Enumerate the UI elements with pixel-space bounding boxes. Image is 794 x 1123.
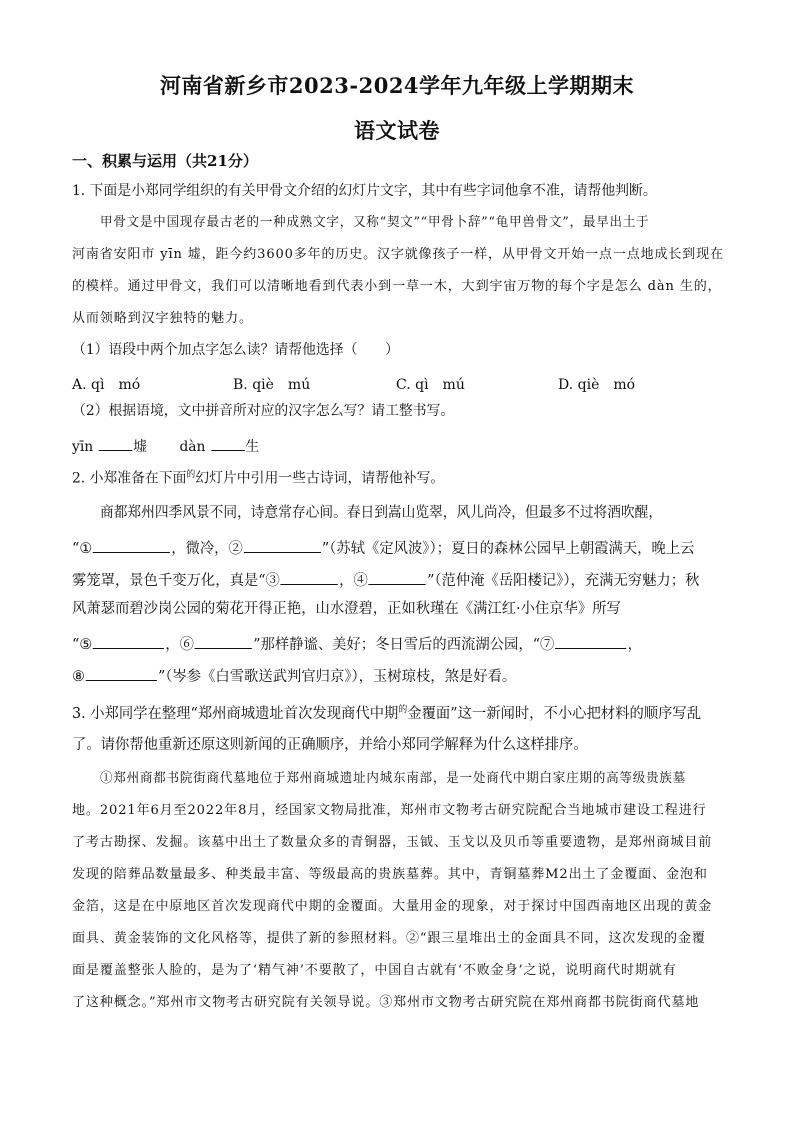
answer-blank[interactable]: [555, 634, 626, 649]
answer-blank[interactable]: [93, 634, 164, 649]
q2-text: ”（苏轼《定风波》）；夏日的森林公园早上朝霞满天，晚上云: [321, 541, 695, 557]
q2-line: 商都郑州四季风景不同，诗意常存心间。春日到嵩山览翠，风儿尚冷，但最多不过将酒吹醒，: [100, 505, 663, 521]
q3-passage-line: 了这种概念。”郑州市文物考古研究院有关领导说。③郑州市文物考古研究院在郑州商都书院街商代墓地: [72, 995, 700, 1010]
option-a: A. qì mó: [72, 377, 141, 393]
q1-passage-line: 的模样。通过甲骨文，我们可以清晰地看到代表小到一草一木，大到宇宙万物的每个字是怎么 dàn 生的，: [72, 279, 722, 294]
pinyin-yin: yīn: [72, 439, 94, 455]
q1-passage-line: 甲骨文是中国现存最古老的一种成熟文字，又称“契文”“甲骨卜辞”“龟甲兽骨文”，最早出土于: [100, 215, 650, 230]
answer-blank[interactable]: [195, 634, 252, 649]
q2-text: ，⑥: [165, 637, 194, 653]
answer-blank[interactable]: [93, 538, 170, 553]
q1-fill-line: [72, 436, 724, 454]
q3-stem: [72, 706, 724, 721]
q2-text: “①: [72, 541, 93, 557]
option-c: C. qì mú: [396, 377, 465, 393]
q2-text: ，: [627, 637, 642, 653]
q2-line: [72, 538, 724, 557]
q2-text: 雾笼罩，景色千变万化，真是“③: [72, 573, 280, 589]
exam-subtitle: 语文试卷: [354, 118, 440, 143]
q3-stem-part: 3. 小郑同学在整理“郑州商城遗址首次发现商代中期: [72, 705, 399, 722]
exam-title: 河南省新乡市2023-2024学年九年级上学期期末: [159, 73, 635, 98]
answer-blank[interactable]: [244, 538, 321, 553]
q2-text: ”那样静谧、美好；冬日雪后的西流湖公园，“⑦: [253, 637, 555, 653]
q1-passage-line: 从而领略到汉字独特的魅力。: [72, 311, 253, 326]
answer-blank[interactable]: [86, 666, 157, 681]
q1-stem: 1. 下面是小郑同学组织的有关甲骨文介绍的幻灯片文字，其中有些字词他拿不准，请帮他判断。: [72, 183, 657, 199]
q2-text: ，④: [339, 573, 368, 589]
q3-passage-line: 金箔，这是在中原地区首次发现商代中期的金覆面。大量用金的现象，对于探讨中国西南地区出现的黄金: [72, 899, 713, 914]
q1-passage-line: 河南省安阳市 yīn 墟，距今约3600多年的历史。汉字就像孩子一样，从甲骨文开始一点一点地成长到现在: [72, 247, 724, 262]
fill-suffix: 生: [245, 439, 260, 455]
q3-passage-line: 面是覆盖整张人脸的，是为了‘精气神’不要散了，中国自古就有‘不败金身’之说，说明商代时期就有: [72, 963, 677, 978]
q2-text: ”（范仲淹《岳阳楼记》），充满无穷魅力；秋: [427, 573, 700, 589]
fill-suffix: 墟: [133, 439, 147, 455]
answer-blank[interactable]: [211, 436, 245, 451]
q2-line: 风萧瑟而碧沙岗公园的菊花开得正艳，山水澄碧，正如秋瑾在《满江红·小住京华》所写: [72, 601, 621, 617]
q3-passage-line: 地。2021年6月至2022年8月，经国家文物局批准，郑州市文物考古研究院配合当地城市建设工程进行: [72, 803, 707, 818]
q2-stem-part: 幻灯片中引用一些古诗词，请帮他补写。: [195, 470, 445, 487]
q3-passage-line: ①郑州商都书院街商代墓地位于郑州商城遗址内城东南部，是一处商代中期白家庄期的高等级贵族墓: [100, 771, 687, 786]
q2-line: [72, 634, 724, 653]
section-heading: 一、积累与运用（共21分）: [72, 152, 258, 170]
answer-blank[interactable]: [281, 570, 338, 585]
answer-blank[interactable]: [369, 570, 426, 585]
q3-passage-line: 发现的陪葬品数量最多、种类最丰富、等级最高的贵族墓葬。其中，青铜墓葬M2出土了金覆面、金泡和: [72, 867, 708, 882]
q3-passage-line: 面具、黄金装饰的文化风格等，提供了新的参照材料。②“跟三星堆出土的金面具不同，这次发现的金覆: [72, 931, 706, 946]
pinyin-dan: dàn: [179, 439, 206, 455]
q3-stem-line2: 了。请你帮他重新还原这则新闻的正确顺序，并给小郑同学解释为什么这样排序。: [72, 737, 588, 753]
q3-stem-part: 金覆面”这一新闻时，不小心把材料的顺序写乱: [407, 705, 702, 722]
q2-text: ，微冷，②: [171, 541, 243, 557]
q2-text: ”（岑参《白雪歌送武判官归京》），玉树琼枝，煞是好看。: [157, 669, 517, 685]
option-b: B. qiè mú: [233, 377, 311, 393]
q1-sub1: （1）语段中两个加点字怎么读？请帮他选择（ ）: [72, 342, 399, 358]
q1-sub2: （2）根据语境，文中拼音所对应的汉字怎么写？请工整书写。: [72, 403, 455, 419]
q3-passage-line: 了考古勘探、发掘。该墓中出土了数量众多的青铜器，玉钺、玉戈以及贝币等重要遗物，是郑州商城目前: [72, 835, 713, 850]
q2-stem: [72, 471, 724, 486]
q2-stem-mark: 的: [186, 470, 196, 480]
q2-text: ⑧: [72, 669, 85, 685]
q3-stem-mark: 的: [398, 705, 408, 715]
q2-line: [72, 570, 724, 589]
answer-blank[interactable]: [99, 436, 133, 451]
option-d: D. qiè mó: [558, 377, 636, 393]
q2-line: [72, 666, 724, 685]
q2-text: “⑤: [72, 637, 93, 653]
q2-stem-part: 2. 小郑准备在下面: [72, 470, 187, 487]
